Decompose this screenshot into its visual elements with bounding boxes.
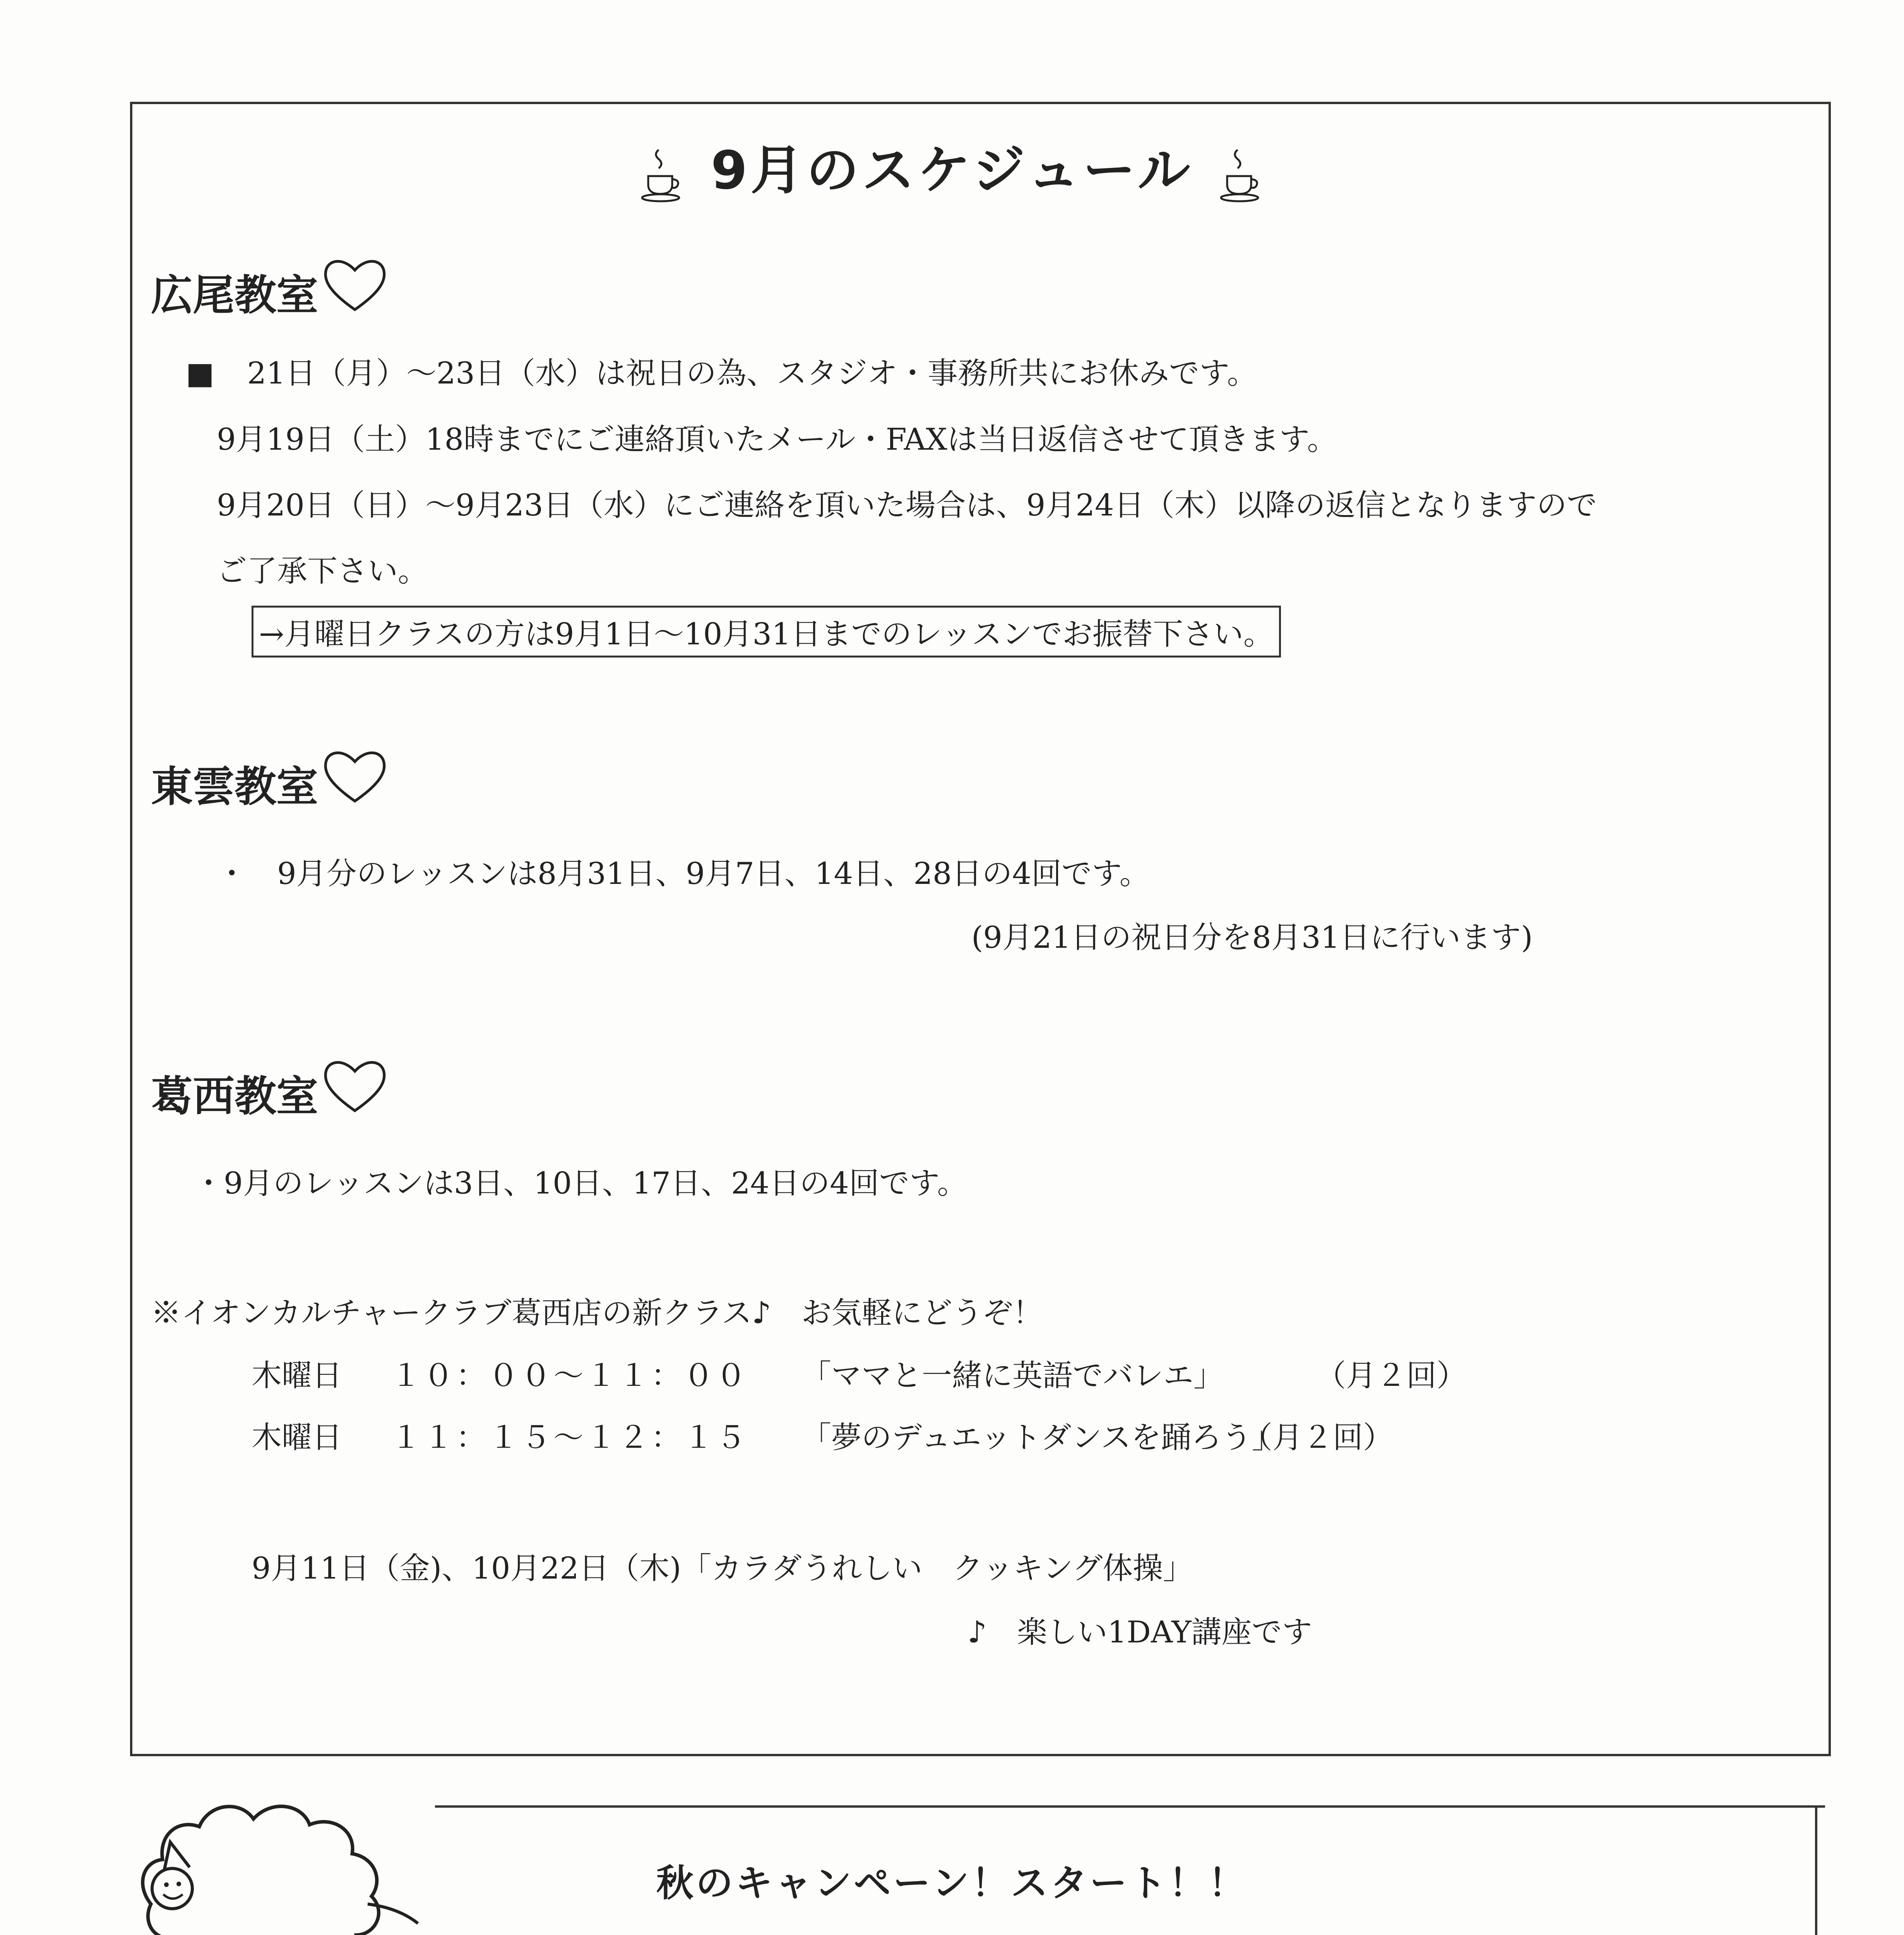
kasai-heading-text: 葛西教室 [151,1072,318,1121]
kasai-class2-freq: （月２回） [1242,1420,1394,1455]
shinonome-line1: ・ 9月分のレッスンは8月31日、9月7日、14日、28日の4回です。 [217,856,1150,891]
hiroo-line2: 9月19日（土）18時までにご連絡頂いたメール・FAXは当日返信させて頂きます。 [217,422,1337,457]
kasai-class1-day: 木曜日 [252,1358,342,1393]
kasai-class2-name: 「夢のデュエットダンスを踊ろう」 [801,1420,1282,1455]
kasai-aeon-note: ※イオンカルチャークラブ葛西店の新クラス♪ お気軽にどうぞ！ [151,1296,1043,1331]
shinonome-heading-text: 東雲教室 [151,763,318,811]
shinonome-heading [151,747,388,813]
hiroo-line1: 21日（月）～23日（水）は祝日の為、スタジオ・事務所共にお休みです。 [247,356,1257,391]
kasai-class1-name: 「ママと一緒に英語でバレエ」 [801,1358,1224,1393]
campaign-frame-top [435,1805,1825,1808]
kasai-class2-time: １１：１５～１２：１５ [391,1420,749,1455]
kasai-line1: ・9月のレッスンは3日、10日、17日、24日の4回です。 [193,1166,967,1201]
bullet-square: ■ [186,356,214,391]
hiroo-boxed-note: →月曜日クラスの方は9月1日～10月31日までのレッスンでお振替下さい。 [252,606,1281,658]
kasai-class1-freq: （月２回） [1316,1358,1467,1393]
campaign-title: 秋のキャンペーン！スタート！！ [656,1861,1248,1905]
hiroo-heading [151,255,388,322]
hiroo-heading-text: 広尾教室 [151,271,318,320]
kasai-event-note: ♪ 楽しい1DAY講座です [967,1615,1312,1650]
page-title-row [0,128,1904,204]
coffee-cup-icon [641,146,684,204]
kasai-class1-time: １０：００～１１：００ [391,1358,749,1393]
hiroo-line1-row [186,349,1257,392]
heart-icon [322,747,388,805]
kasai-heading [151,1057,388,1123]
coffee-cup-icon [1220,146,1263,204]
shinonome-line2: (9月21日の祝日分を8月31日に行います) [971,920,1533,955]
kasai-event: 9月11日（金)、10月22日（木)「カラダうれしい クッキング体操」 [252,1551,1193,1586]
hiroo-line3: 9月20日（日）～9月23日（水）にご連絡を頂いた場合は、9月24日（木）以降の返信となりますので [217,488,1597,523]
page-title: 9月のスケジュール [711,140,1193,201]
hiroo-line4: ご了承下さい。 [217,554,428,589]
heart-icon [322,1057,388,1115]
kasai-class2-day: 木曜日 [252,1420,342,1455]
heart-icon [322,255,388,313]
